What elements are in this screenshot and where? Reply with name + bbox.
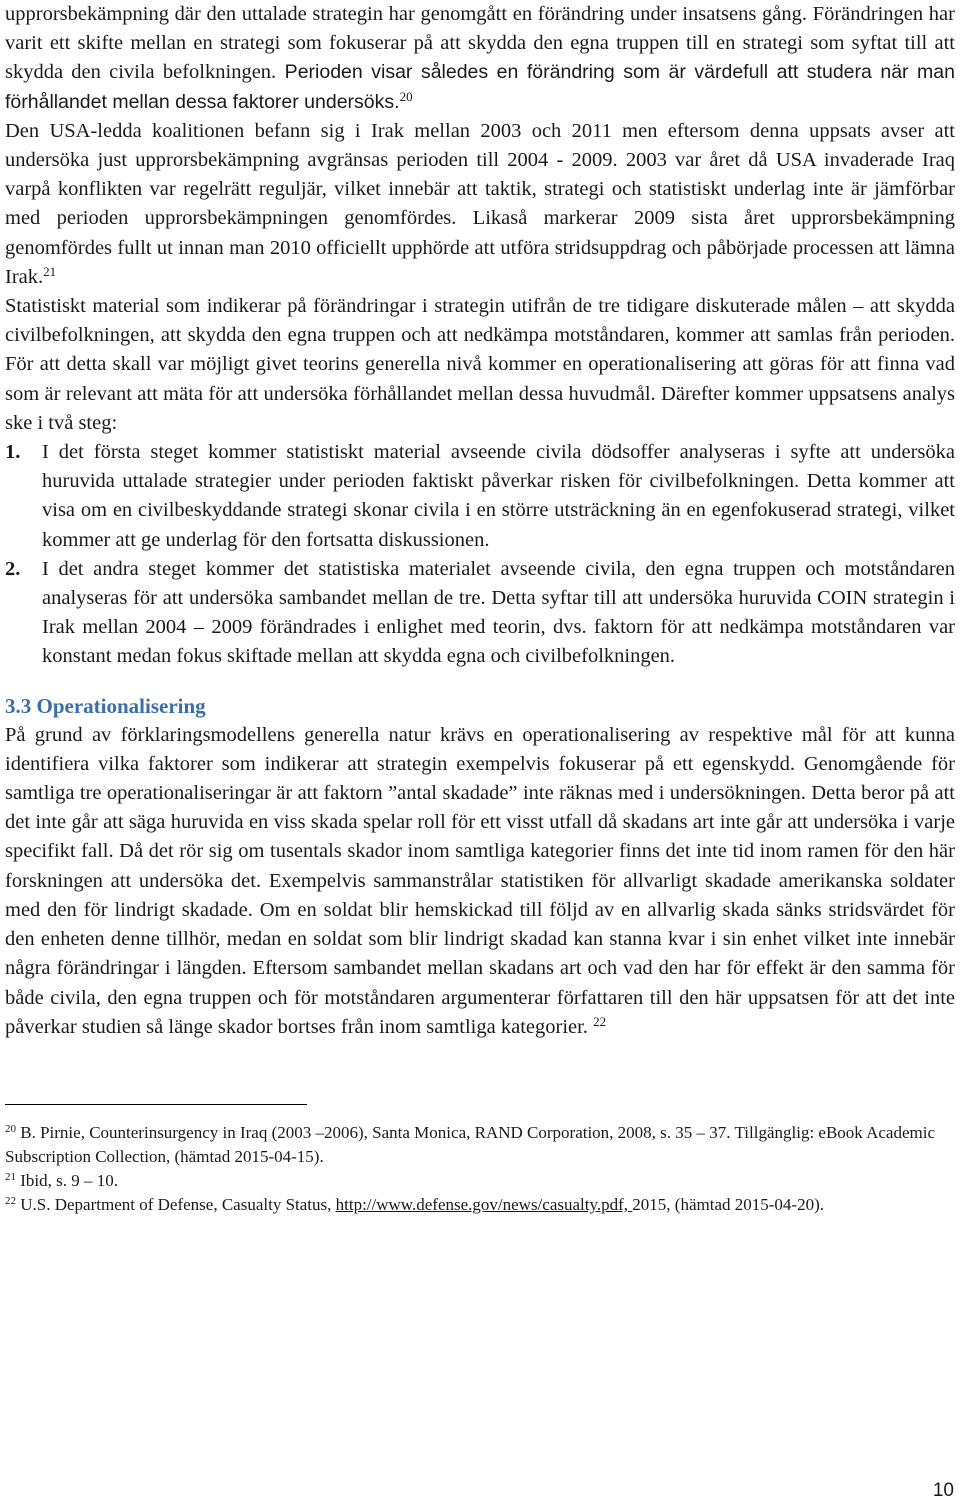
list-item-step-1 <box>5 438 955 555</box>
casualty-status-link[interactable]: http://www.defense.gov/news/casualty.pdf, <box>335 1194 633 1214</box>
list-number: 2. <box>5 557 21 580</box>
paragraph-text: Den USA-ledda koalitionen befann sig i Irak mellan 2003 och 2011 men eftersom denna uppsats avser att undersöka just upprorsbekämpning avgränsas perioden till 2004 - 2009. 2003 var året då USA invaderade Iraq varpå konflikten var regelrätt reguljär, vilket innebär att taktik, strategi och statistiskt underlag inte är jämförbar med perioden upprorsbekämpningen genomfördes. Likaså markerar 2009 sista året upprorsbekämpning genomfördes fullt ut innan man 2010 officiellt upphörde att utföra stridsuppdrag och påbörjade processen att lämna Irak. <box>5 119 955 288</box>
footnote-22 <box>5 1193 955 1217</box>
list-item-step-2 <box>5 555 955 672</box>
footnote-text: 2015, (hämtad 2015-04-20). <box>632 1194 824 1214</box>
paragraph-statistical-material: Statistiskt material som indikerar på förändringar i strategin utifrån de tre tidigare diskuterade målen – att skydda civilbefolkningen, att skydda den egna truppen och att nedkämpa motståndaren, kommer att samlas från perioden. För att detta skall var möjligt givet teorins generella nivå kommer en operationalisering att göras för att finna vad som är relevant att mäta för att undersöka förhållandet mellan dessa huvudmål. Därefter kommer uppsatsens analys ske i två steg: <box>5 295 955 434</box>
list-number: 1. <box>5 441 21 464</box>
footnote-ref-22[interactable]: 22 <box>593 1013 607 1029</box>
footnotes <box>5 1121 955 1217</box>
list-text: I det andra steget kommer det statistiska materialet avseende civila, den egna truppen och motståndaren analyseras för att undersöka sambandet mellan de tre. Detta syftar till att undersöka huruvida COIN strategin i Irak mellan 2004 – 2009 förändrades i enlighet med teorin, dvs. faktorn för att nedkämpa motståndaren var konstant medan fokus skiftade mellan att skydda egna och civilbefolkningen. <box>42 557 955 668</box>
document-page <box>5 0 955 1217</box>
footnote-text: B. Pirnie, Counterinsurgency in Iraq (2003 –2006), Santa Monica, RAND Corporation, 2008, s. 35 – 37. Tillgänglig: eBook Academic Subscription Collection, (hämtad 2015-04-15). <box>5 1122 936 1166</box>
paragraph-text: På grund av förklaringsmodellens generella natur krävs en operationalisering av respektive mål för att kunna identifiera vilka faktorer som indikerar att strategin exempelvis fokuserar på ett egenskydd. Genomgående för samtliga tre operationaliseringar är att faktorn ”antal skadade” inte räknas med i undersökningen. Detta beror på att det inte går att säga huruvida en viss skada spelar roll för ett visst utfall då skadans art inte går att undersöka i varje specifikt fall. Då det rör sig om tusentals skador inom samtliga kategorier finns det inte tid inom ramen för den här forskningen att undersöka det. Exempelvis sammanstrålar statistiken för allvarligt skadade amerikanska soldater med den för lindrigt skadade. Om en soldat blir hemskickad till följd av en allvarlig skada sänks stridsvärdet för den enheten denne tillhör, medan en soldat som blir lindrigt skadad kan stanna kvar i sin enhet vilket inte innebär några förändringar i längden. Eftersom sambandet mellan skadans art och vad den har för effekt är den samma för både civila, den egna truppen och för motståndaren argumenterar författaren till den här uppsatsen för att det inte påverkar studien så länge skador bortses från inom samtliga kategorier. <box>5 723 955 1038</box>
footnote-number: 21 <box>5 1170 16 1183</box>
footnote-ref-20[interactable]: 20 <box>399 88 413 104</box>
page-number: 10 <box>932 1480 954 1501</box>
paragraph-text-sans: Perioden visar således en förändring som är värdefull att studera när man förhållandet mellan dessa faktorer undersöks. <box>5 61 955 113</box>
footnote-number: 22 <box>5 1194 16 1207</box>
footnote-text: Ibid, s. 9 – 10. <box>16 1170 118 1190</box>
footnote-text: U.S. Department of Defense, Casualty Status, <box>16 1194 336 1214</box>
paragraph-operationalisation <box>5 721 955 1042</box>
footnote-separator <box>5 1104 307 1105</box>
footnote-number: 20 <box>5 1122 16 1135</box>
footnote-21 <box>5 1169 955 1193</box>
footnote-ref-21[interactable]: 21 <box>43 263 57 279</box>
paragraph-period-delimitation <box>5 117 955 292</box>
footnote-20 <box>5 1121 955 1169</box>
paragraph-strategy-change <box>5 0 955 117</box>
list-text: I det första steget kommer statistiskt material avseende civila dödsoffer analyseras i syfte att undersöka huruvida uttalade strategier under perioden faktiskt påverkar risken för civilbefolkningen. Detta kommer att visa om en civilbeskyddande strategi skonar civila i en större utsträckning än en egenfokuserad strategi, vilket kommer att ge underlag för den fortsatta diskussionen. <box>42 441 955 551</box>
paragraph-text: upprorsbekämpning där den uttalade strategin har genomgått en förändring under insatsens gång. Förändringen har varit ett skifte mellan en strategi som fokuserar på att skydda den egna truppen till en strategi som syftat till att skydda den civila befolkningen. <box>5 3 955 84</box>
section-heading: 3.3 Operationalisering <box>5 693 206 718</box>
